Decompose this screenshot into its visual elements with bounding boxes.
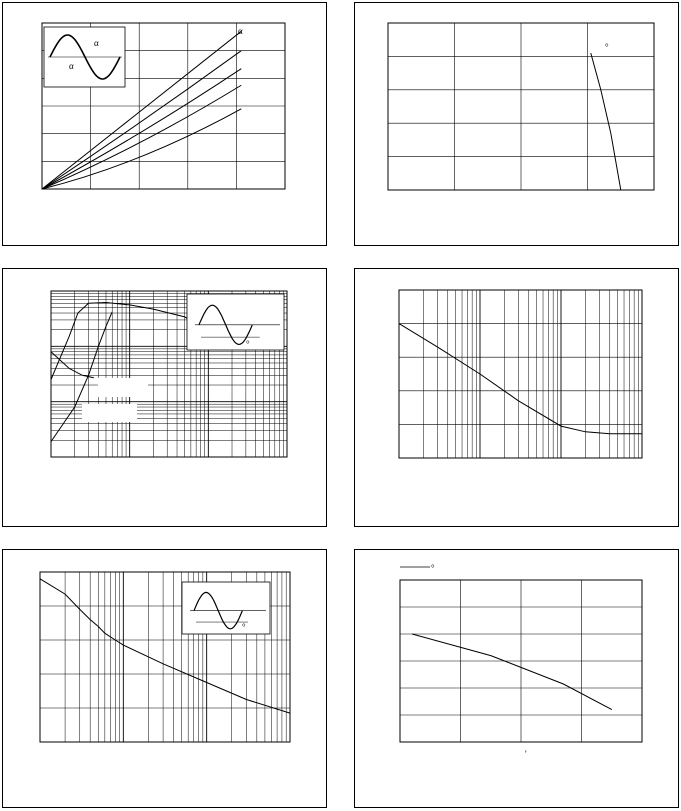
inset-alpha-label-1: α [94,38,99,48]
curve-series-4 [42,85,241,189]
inset-alpha-label-2: α [69,61,74,71]
curve-series-1 [412,634,612,710]
annotation-mask-1 [98,378,148,397]
inset-degree-label-5: ° [242,622,246,632]
curve-series-1 [591,53,621,190]
plot-frame-4 [399,290,642,458]
annotation-mask-2 [82,404,137,422]
curve-series-1 [399,324,642,434]
footer-mark-label: ' [525,749,527,759]
degree-symbol-label: ° [605,42,609,52]
inset-box-3 [187,294,284,350]
curve-series-2 [51,312,112,442]
series-alpha-label: α [238,26,243,36]
title-mark-label: ° [431,563,435,573]
inset-degree-label-3: ° [246,339,250,349]
